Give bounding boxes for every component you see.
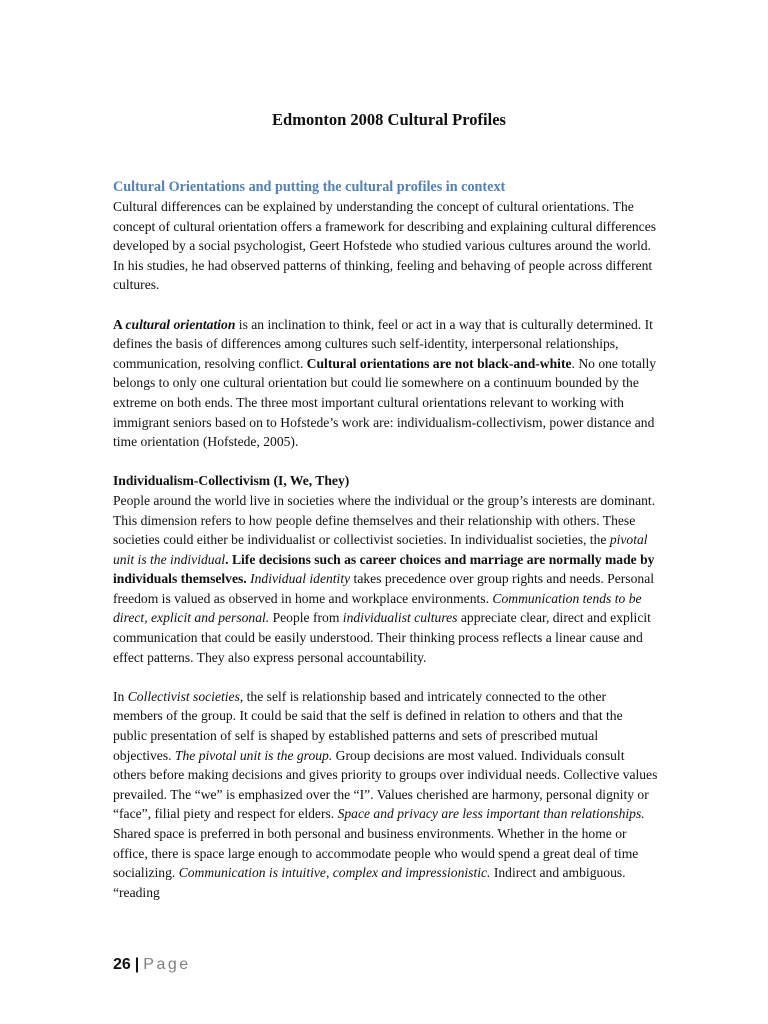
paragraph-individualist-societies	[113, 491, 659, 667]
paragraph-gap	[113, 452, 659, 472]
text-bold-italic: cultural orientation	[125, 316, 236, 332]
text-run: appreciate clear, direct and explicit communication that could be easily understood. Their thinking process reflects a linear cause and effect patterns. They also express personal accountability.	[113, 610, 651, 665]
section-heading-cultural-orientations: Cultural Orientations and putting the cultural profiles in context	[113, 179, 506, 195]
page-footer	[113, 956, 191, 974]
text-run: takes precedence over group rights and needs. Personal freedom is valued as observed in home and workplace environments.	[113, 571, 655, 606]
text-italic: Collectivist societies	[127, 688, 240, 704]
text-run: People around the world live in societies where the individual or the group’s interests are dominant. This dimension refers to how people define themselves and their relationship with others. These societies could either be individualist or collectivist societies. In individualist societies, the	[113, 492, 656, 548]
text-italic: The pivotal unit is the group.	[174, 747, 333, 763]
text-italic: individualist cultures	[342, 610, 458, 626]
text-run: In	[113, 688, 128, 704]
text-run: Group decisions are most valued. Individuals consult others before making decisions and gives priority to groups over individual needs. Collective values prevailed. The “we” is emphasized over the “I”. Values cherished are harmony, personal dignity or “face”, filial piety and respect for elders.	[113, 747, 658, 822]
paragraph-cultural-orientation-definition	[113, 315, 659, 452]
text-italic: Communication is intuitive, complex and impressionistic.	[178, 865, 491, 881]
text-italic: Communication tends to be direct, explicit and personal.	[113, 590, 642, 626]
section-heading-individualism-collectivism: Individualism-Collectivism (I, We, They)	[113, 473, 350, 489]
term-cultural-orientation	[125, 317, 235, 332]
text-bold: . Life decisions such as career choices and marriage are normally made by individuals themselves.	[113, 551, 655, 587]
paragraph-gap	[113, 667, 659, 687]
paragraph-gap	[113, 295, 659, 315]
page-title: Edmonton 2008 Cultural Profiles	[272, 110, 506, 129]
page-label: Page	[143, 956, 191, 973]
text-italic: Individual identity	[250, 571, 351, 587]
text-run: People from	[269, 610, 343, 626]
text-run: Shared space is preferred in both personal and business environments. Whether in the home or office, there is space large enough to accommodate people who would spend a great deal of time socializing.	[113, 826, 639, 881]
text-run: . No one totally belongs to only one cultural orientation but could lie somewhere on a continuum bounded by the extreme on both ends. The three most important cultural orientations relevant to working with immigrant seniors based on to Hofstede’s work are: individualism-collectivism, power distance and time orientation (Hofstede, 2005).	[113, 355, 657, 450]
text-italic: Space and privacy are less important than relationships.	[337, 806, 645, 822]
page-content	[113, 110, 659, 902]
footer-separator: |	[134, 956, 140, 973]
page-number: 26	[113, 956, 131, 973]
paragraph-collectivist-societies	[113, 687, 659, 903]
text-run: Indirect and ambiguous. “reading	[113, 865, 626, 900]
text-italic: pivotal unit is the individual	[113, 532, 648, 567]
text-bold-not-black-and-white: Cultural orientations are not black-and-white	[306, 355, 572, 371]
text-bold: A	[113, 316, 126, 332]
text-run: is an inclination to think, feel or act in a way that is culturally determined. It defines the basis of differences among cultures such self-identity, interpersonal relationships, communication, resolving conflict.	[113, 316, 653, 371]
text-run: , the self is relationship based and intricately connected to the other members of the group. It could be said that the self is defined in relation to others and that the public presentation of self is shaped by established patterns and sets of prescribed mutual objectives.	[113, 688, 623, 763]
paragraph-intro: Cultural differences can be explained by understanding the concept of cultural orientations. The concept of cultural orientation offers a framework for describing and explaining cultural differences developed by a social psychologist, Geert Hofstede who studied various cultures around the world. In his studies, he had observed patterns of thinking, feeling and behaving of people across different cultures.	[113, 199, 657, 293]
